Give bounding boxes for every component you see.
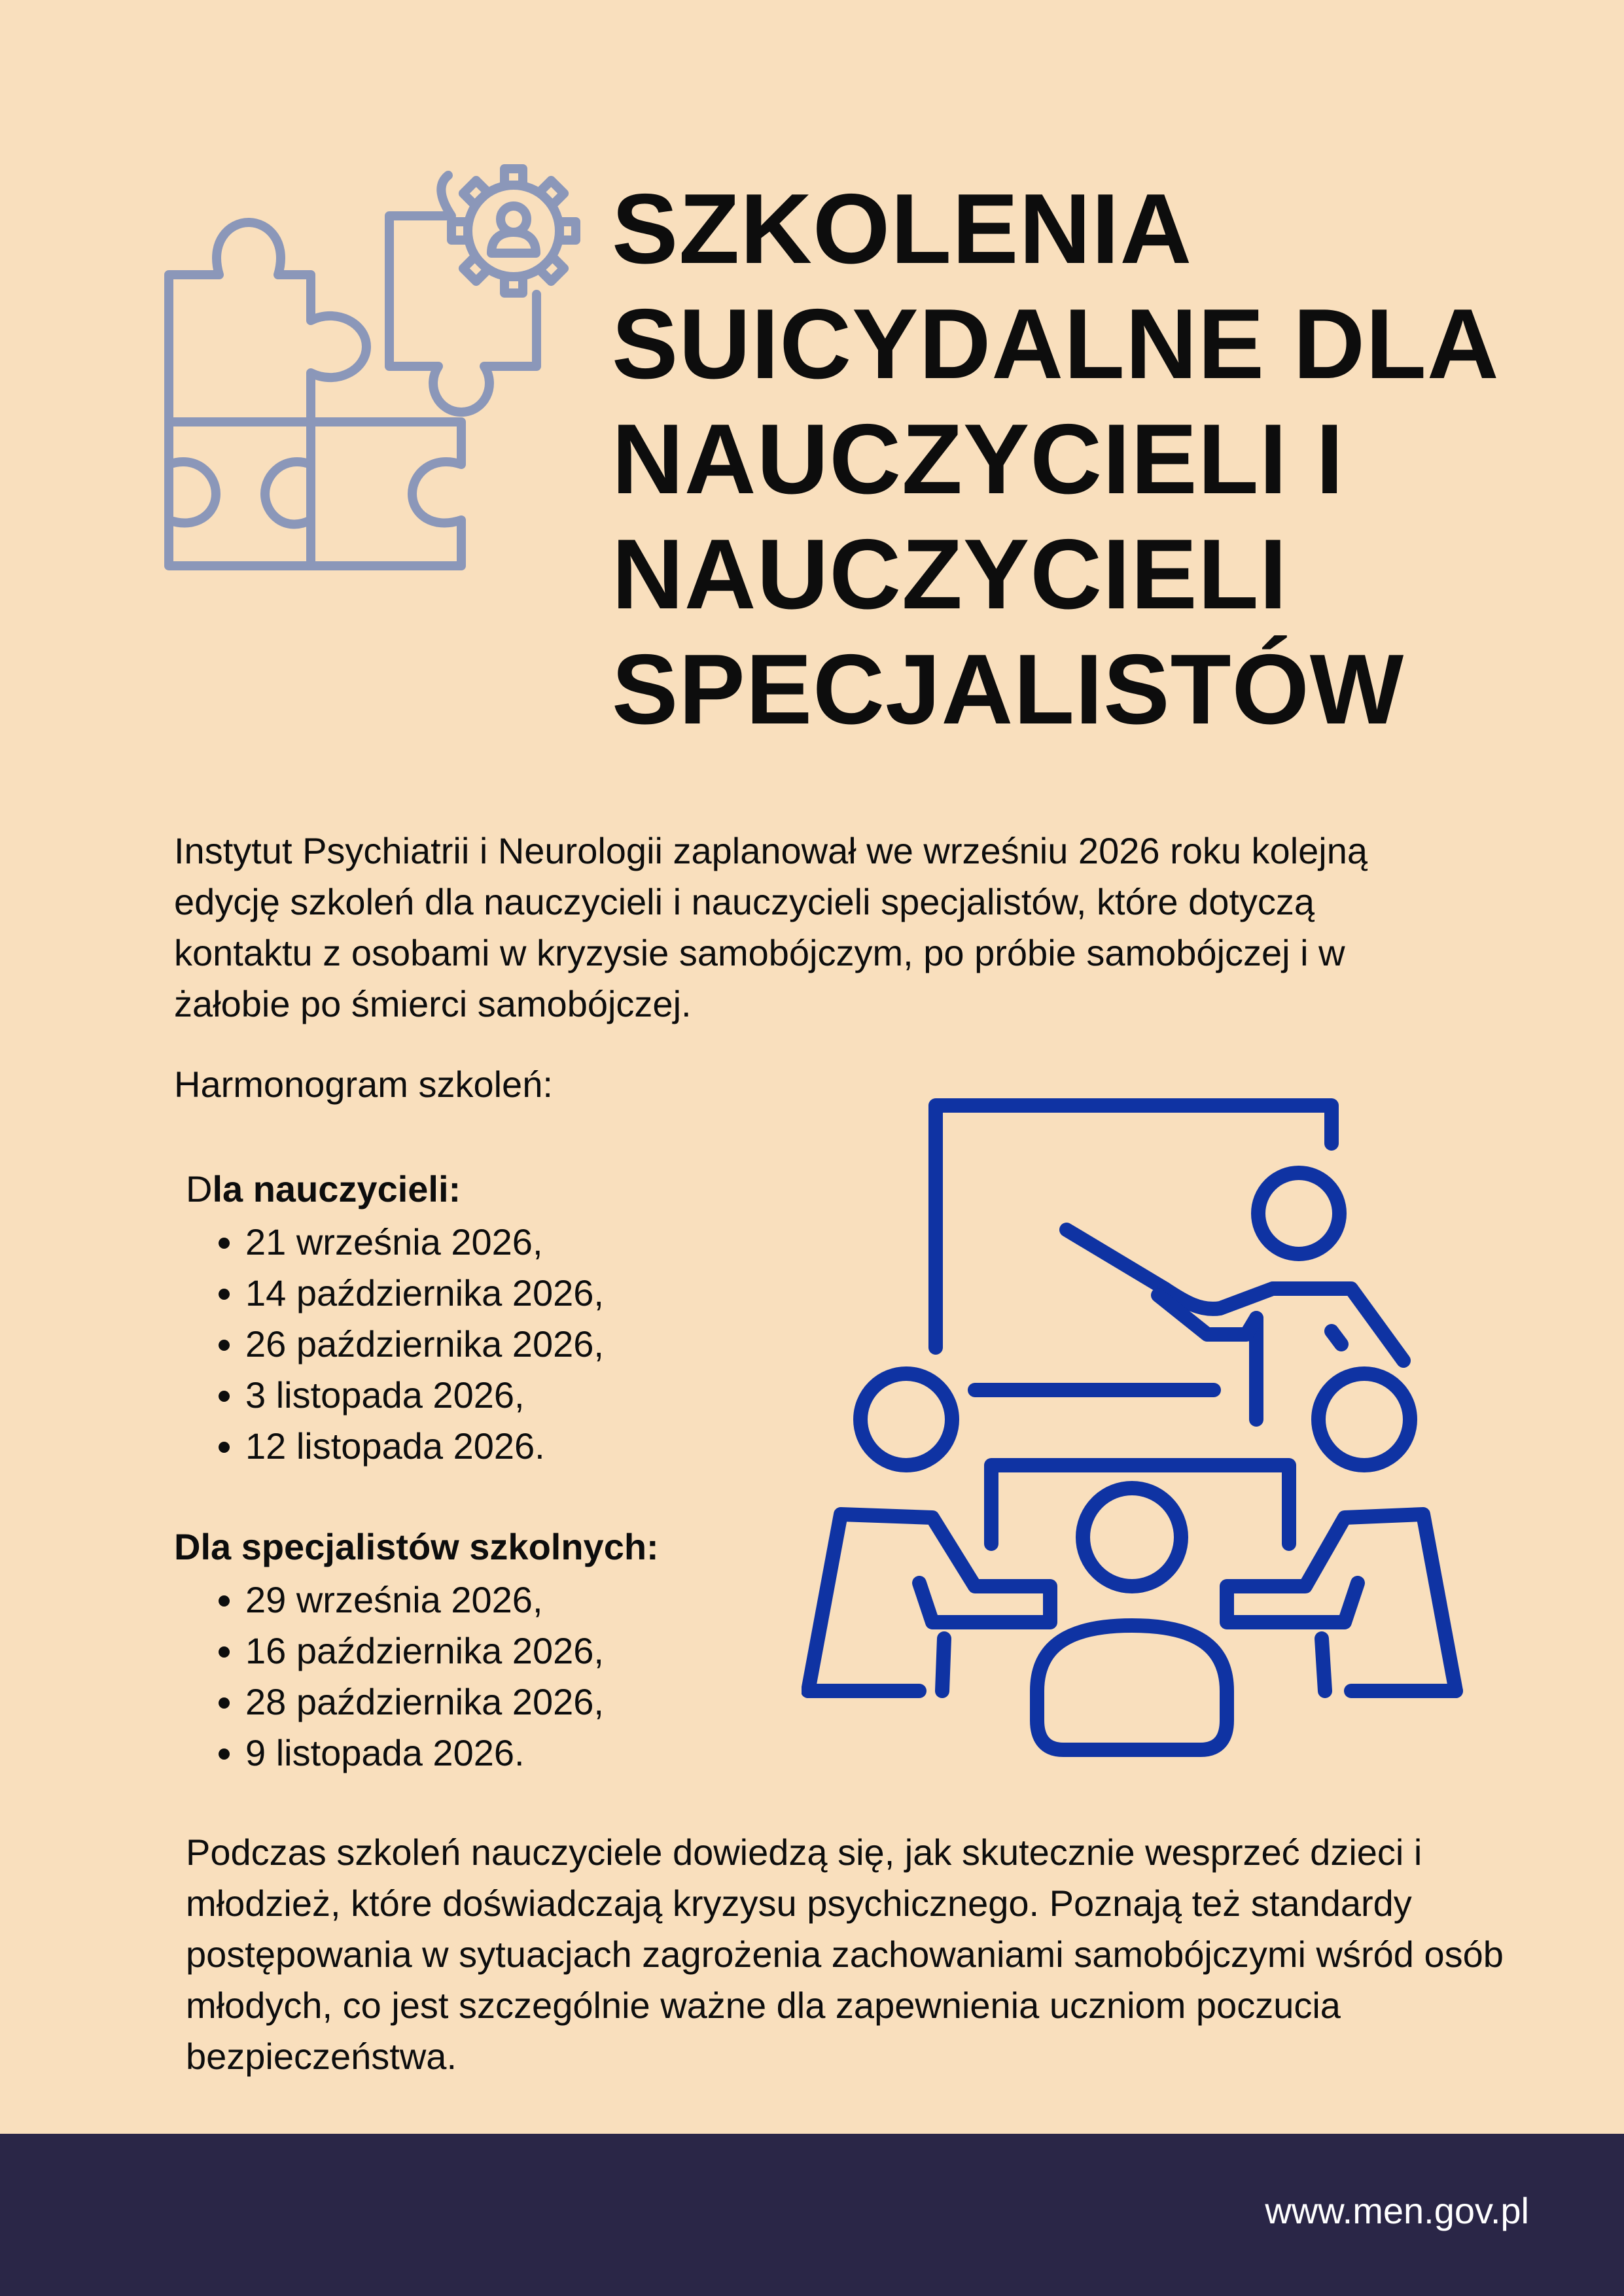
list-item: • 9 listopada 2026.: [245, 1728, 604, 1779]
footer-bar: [0, 2134, 1624, 2296]
list-item: • 3 listopada 2026,: [245, 1370, 604, 1421]
teachers-heading-rest: la nauczycieli:: [212, 1168, 461, 1209]
list-item: • 29 września 2026,: [245, 1574, 604, 1626]
title-line: NAUCZYCIELI: [612, 519, 1288, 630]
title-line: SUICYDALNE DLA: [612, 288, 1500, 400]
list-item: • 12 listopada 2026.: [245, 1421, 604, 1472]
specialists-heading: Dla specjalistów szkolnych:: [174, 1526, 659, 1567]
list-item: • 26 października 2026,: [245, 1319, 604, 1370]
footer-link[interactable]: www.men.gov.pl: [1265, 2190, 1529, 2231]
classroom-presentation-icon: [802, 1092, 1469, 1786]
title-line: SPECJALISTÓW: [612, 634, 1405, 745]
title-line: NAUCZYCIELI I: [612, 404, 1345, 515]
specialists-dates-list: [196, 1574, 604, 1779]
list-item: • 14 października 2026,: [245, 1268, 604, 1319]
list-item: • 21 września 2026,: [245, 1217, 604, 1268]
title-line: SZKOLENIA: [612, 173, 1193, 285]
list-item: • 28 października 2026,: [245, 1677, 604, 1728]
teachers-heading-first: D: [186, 1168, 213, 1209]
schedule-heading: Harmonogram szkoleń:: [174, 1064, 553, 1105]
intro-paragraph: Instytut Psychiatrii i Neurologii zaplanował we wrześniu 2026 roku kolejną edycję szkoleń dla nauczycieli i nauczycieli specjalistów, które dotyczą kontaktu z osobami w kryzysie samobójczym, po próbie samobójczej i w żałobie po śmierci samobójczej.: [174, 830, 1368, 1024]
teachers-dates-list: [196, 1217, 604, 1472]
teachers-heading: [186, 1168, 461, 1210]
page-title: [612, 171, 1593, 747]
list-item: • 16 października 2026,: [245, 1626, 604, 1677]
puzzle-gear-icon: [157, 157, 602, 576]
closing-paragraph: Podczas szkoleń nauczyciele dowiedzą się, jak skutecznie wesprzeć dzieci i młodzież, które doświadczają kryzysu psychicznego. Poznają też standardy postępowania w sytuacjach zagrożenia zachowaniami samobójczymi wśród osób młodych, co jest szczególnie ważne dla zapewnienia uczniom poczucia bezpieczeństwa.: [186, 1832, 1504, 2077]
